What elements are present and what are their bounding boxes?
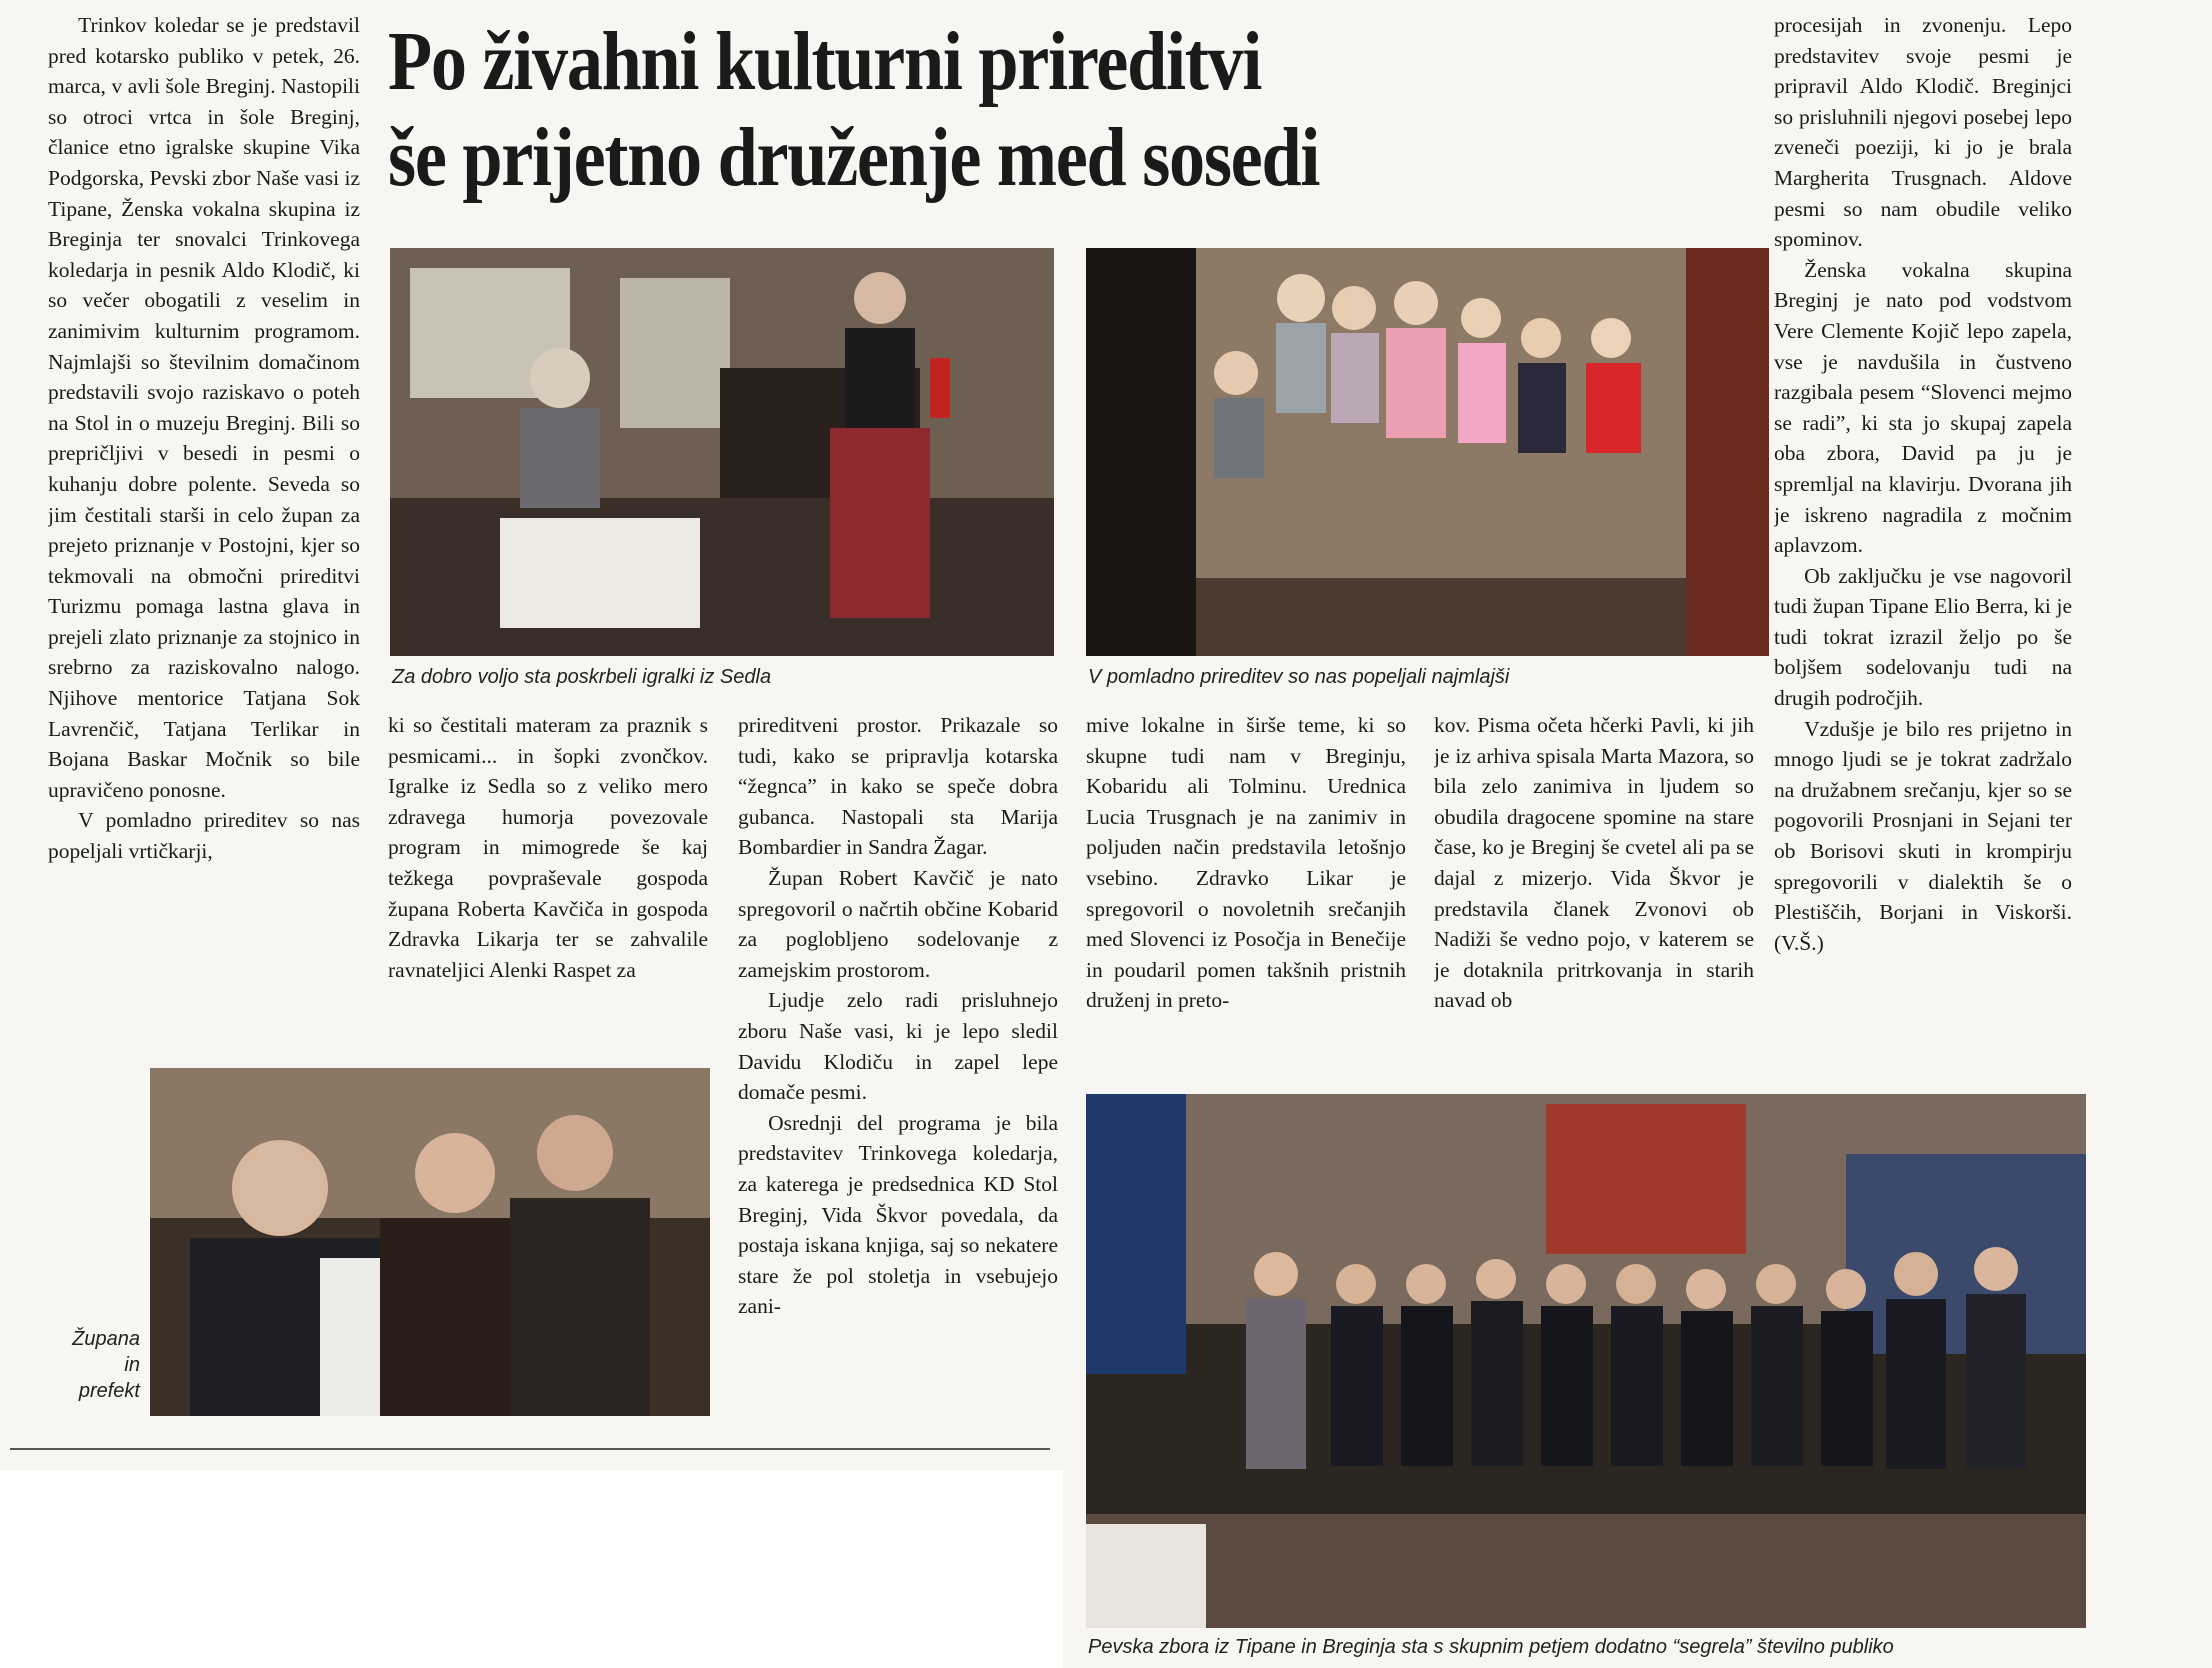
caption-photo-choirs: Pevska zbora iz Tipane in Breginja sta s skupnim petjem dodatno “segrela” številno publiko [1088,1636,1894,1658]
photo-children [1086,248,1769,656]
headline-line-1: Po živahni kulturni prireditvi [388,15,1262,108]
photo-mayors-prefect [150,1068,710,1416]
paragraph: Župan Robert Kavčič je nato spregovoril o načrtih občine Kobarid za poglobljeno sodelovanje z zamejskim prostorom. [738,865,1058,982]
paragraph: Ženska vokalna skupina Breginj je nato pod vodstvom Vere Clemente Kojič lepo zapela, vse je navdušila in čustveno razgibala pesem “Slovenci mejmo se radi”, ki sta jo skupaj zapela oba zbora, David pa ju je spremljal na klavirju. Dvorana jih je iskreno nagradila z močnim aplavzom. [1774,257,2072,558]
photo-mayors-prefect-image [150,1068,710,1416]
photo-choirs-image [1086,1094,2086,1628]
text-column-6 [1774,10,2072,1070]
caption-line: Župana [72,1328,140,1350]
text-column-1 [48,10,360,1050]
photo-actresses [390,248,1054,656]
paragraph: Ljudje zelo radi prisluhnejo zboru Naše vasi, ki je lepo sledil Davidu Klodiču in zapel lepe domače pesmi. [738,988,1058,1105]
photo-choirs [1086,1094,2086,1628]
paragraph: Vzdušje je bilo res prijetno in mnogo ljudi se je tokrat zadržalo na družabnem srečanju, kjer so se pogovorili Prosnjani in Sejani ter ob Borisovi skuti in krompirju spregovorili v dialektih še o Plestiščih, Borjani in Viskorši. (V.Š.) [1774,716,2072,955]
caption-photo-actresses: Za dobro voljo sta poskrbeli igralki iz Sedla [392,666,772,688]
paragraph: kov. Pisma očeta hčerki Pavli, ki jih je iz arhiva spisala Marta Mazora, so bila zelo zanimiva in ljudem so obudila dragocene spomine na stare čase, ko je Breginj še cvetel ali pa se dajal z mizerjo. Vida Škvor je predstavila članek Zvonovi ob Nadiži še vedno pojo, v katerem se je dotaknila pritrkovanja in starih navad ob [1434,713,1754,1013]
paragraph: ki so čestitali materam za praznik s pesmicami... in šopki zvončkov. Igralke iz Sedla so z veliko mero zdravega humorja povezovale program in mimogrede še kaj težkega povpraševale gospoda župana Roberta Kavčiča in gospoda Zdravka Likarja ter se zahvalile ravnateljici Alenki Raspet za [388,713,708,982]
text-column-3 [738,710,1058,1420]
article-headline [388,14,1575,206]
photo-actresses-image [390,248,1054,656]
text-column-2 [388,710,708,1055]
headline-line-2: še prijetno druženje med sosedi [388,111,1320,204]
caption-photo-children: V pomladno prireditev so nas popeljali najmlajši [1088,666,1510,688]
caption-photo-mayors-prefect [40,1326,140,1404]
caption-line: prefekt [78,1380,140,1402]
paragraph: prireditveni prostor. Prikazale so tudi, kako se pripravlja kotarska “žegnca” in kako se speče dobra gubanca. Nastopali sta Marija Bombardier in Sandra Žagar. [738,713,1058,860]
caption-line: in [124,1354,140,1376]
paragraph: Trinkov koledar se je predstavil pred kotarsko publiko v petek, 26. marca, v avli šole Breginj. Nastopili so otroci vrtca in šole Breginj, članice etno igralske skupine Vika Podgorska, Pevski zbor Naše vasi iz Tipane, Ženska vokalna skupina iz Breginja ter snovalci Trinkovega koledarja in pesnik Aldo Klodič, ki so večer obogatili z veselim in zanimivim kulturnim programom. Najmlajši so številnim domačinom predstavili svojo raziskavo o poteh na Stol in o muzeju Breginj. Bili so prepričljivi v besedi in pesmi o kuhanju dobre polente. Seveda so jim čestitali starši in celo župan za prejeto priznanje v Postojni, kjer so tekmovali na območni prireditvi Turizmu pomaga lastna glava in prejeli zlato priznanje za stojnico in srebrno za raziskovalno nalogo. Njihove mentorice Tatjana Sok Lavrenčič, Tatjana Terlikar in Bojana Baskar Močnik so bile upravičeno ponosne. [48,13,360,802]
text-column-5 [1434,710,1754,1055]
paragraph: Ob zaključku je vse nagovoril tudi župan Tipane Elio Berra, ki je tudi tokrat izrazil željo po še boljšem sodelovanju tudi na drugih področjih. [1774,563,2072,711]
paragraph: procesijah in zvonenju. Lepo predstavitev svoje pesmi je pripravil Aldo Klodič. Breginjci so prisluhnili njegovi posebej lepo zveneči poeziji, ki jo je brala Margherita Trusgnach. Aldove pesmi so nam obudile veliko spominov. [1774,13,2072,252]
paragraph: Osrednji del programa je bila predstavitev Trinkovega koledarja, za katerega je predsednica KD Stol Breginj, Vida Škvor povedala, da postaja iskana knjiga, saj so nekatere stare že pol stoletja in vsebujejo zani- [738,1110,1058,1319]
paragraph: V pomladno prireditev so nas popeljali vrtičkarji, [48,808,360,864]
text-column-4 [1086,710,1406,1055]
choir-singers [1246,1247,2026,1469]
clipping-bottom-rule [10,1448,1050,1450]
photo-children-image [1086,248,1769,656]
paragraph: mive lokalne in širše teme, ki so skupne tudi nam v Breginju, Kobaridu ali Tolminu. Urednica Lucia Trusgnach je na zanimiv in poljuden način predstavila letošnjo vsebino. Zdravko Likar je spregovoril o novoletnih srečanjih med Slovenci iz Posočja in Benečije in poudaril pomen takšnih pristnih druženj in preto- [1086,713,1406,1013]
